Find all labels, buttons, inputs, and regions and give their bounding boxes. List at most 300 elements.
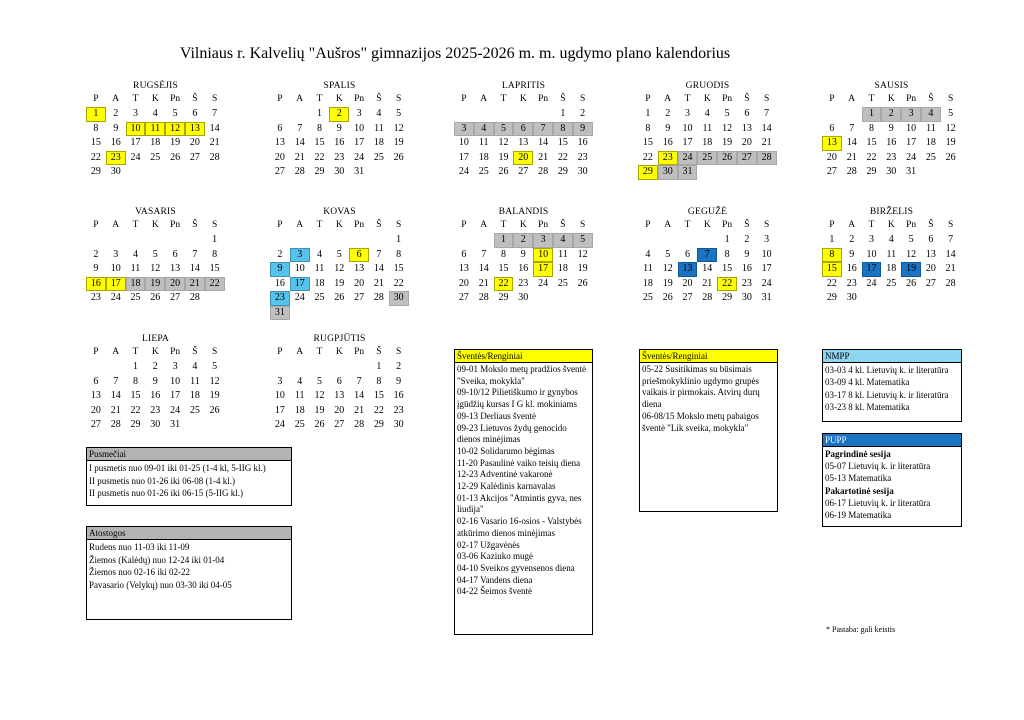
- day-cell: 13: [170, 263, 181, 274]
- day-cell-holiday: 27: [737, 151, 757, 166]
- day-cell-holiday: 30: [658, 165, 678, 180]
- day-cell-event: 13: [185, 122, 205, 137]
- day-cell-holiday: 24: [678, 151, 698, 166]
- empty-day-cell: [513, 107, 533, 122]
- day-cell: 18: [557, 263, 568, 274]
- weekday-label: Š: [744, 220, 750, 230]
- weekday-label: K: [335, 347, 343, 357]
- weekday-label: Š: [192, 94, 198, 104]
- weekday-header-row: [454, 92, 593, 106]
- month-name: RUGSĖJIS: [133, 81, 178, 91]
- term-item: II pusmetis nuo 01-26 iki 06-15 (5-IIG kl.): [89, 488, 243, 499]
- events-box-title: Šventės/Renginiai: [455, 350, 592, 363]
- weekday-label: Pn: [354, 94, 365, 104]
- event-item: 09-13 Derliaus šventė: [457, 410, 536, 421]
- day-cell: 6: [277, 122, 283, 134]
- week-row: [638, 165, 777, 180]
- day-cell: 12: [577, 248, 588, 260]
- day-cell: 7: [297, 122, 303, 134]
- empty-day-cell: [941, 291, 961, 306]
- week-row: [86, 418, 225, 433]
- weekday-label: A: [296, 347, 304, 357]
- month-name: BIRŽELIS: [869, 207, 914, 217]
- day-cell-nmpp-exam: 9: [270, 262, 290, 277]
- day-cell: 4: [297, 375, 303, 387]
- weekday-label: T: [500, 94, 507, 104]
- weekday-label: K: [703, 94, 711, 104]
- weekday-label: T: [316, 347, 323, 357]
- month-geguze: [638, 206, 777, 306]
- terms-list: [87, 461, 291, 500]
- day-cell: 20: [189, 137, 200, 148]
- day-cell-holiday: 3: [533, 233, 553, 248]
- day-cell: 9: [336, 122, 342, 134]
- day-cell: 5: [665, 248, 671, 260]
- day-cell: 14: [373, 263, 384, 274]
- day-cell: 17: [130, 137, 141, 148]
- weekday-label: P: [645, 94, 651, 104]
- day-cell: 18: [478, 151, 489, 163]
- weekday-label: K: [151, 220, 159, 230]
- nmpp-exam-item: 03-17 8 kl. Lietuvių k. ir literatūra: [825, 389, 949, 400]
- day-cell-event: 12: [165, 122, 185, 137]
- day-cell: 27: [354, 292, 365, 303]
- day-cell: 11: [643, 263, 653, 274]
- day-cell: 22: [642, 151, 653, 163]
- day-cell: 26: [150, 292, 161, 303]
- day-cell: 10: [866, 248, 877, 260]
- day-cell: 20: [741, 137, 752, 148]
- day-cell: 6: [744, 108, 750, 119]
- empty-day-cell: [205, 418, 225, 433]
- weekday-label: K: [519, 220, 527, 230]
- day-cell: 15: [209, 263, 220, 274]
- day-cell: 21: [538, 151, 549, 163]
- day-cell-event: 1: [86, 107, 106, 122]
- day-cell: 25: [189, 404, 200, 416]
- day-cell-event: 11: [145, 122, 165, 137]
- day-cell: 30: [334, 166, 345, 177]
- day-cell: 8: [212, 248, 218, 260]
- weekday-header-row: [86, 345, 225, 359]
- month-name: RUGPJŪTIS: [313, 334, 366, 344]
- day-cell: 13: [741, 122, 752, 134]
- weekday-label: A: [296, 220, 304, 230]
- weekday-label: S: [948, 220, 954, 230]
- empty-day-cell: [165, 165, 185, 180]
- day-cell: 25: [642, 292, 653, 303]
- event-item: 11-20 Pasaulinė vaiko teisių diena: [457, 457, 581, 468]
- weekday-header-row: [638, 218, 777, 232]
- week-row: [270, 291, 409, 306]
- day-cell: 5: [336, 248, 342, 260]
- day-cell: 15: [498, 263, 509, 274]
- day-cell: 16: [741, 263, 752, 274]
- day-cell-holiday: 2: [881, 107, 901, 122]
- event-item: 05-22 Susitikimas su būsimais priešmokyklinio ugdymo grupės vaikais ir pirmokais. Atvirų durų diena: [642, 364, 760, 410]
- empty-day-cell: [737, 165, 757, 180]
- day-cell: 24: [130, 151, 141, 163]
- empty-day-cell: [165, 233, 185, 248]
- day-cell-nmpp-exam: 3: [290, 248, 310, 263]
- day-cell-event: 17: [533, 262, 553, 277]
- weekday-label: A: [112, 94, 120, 104]
- week-row: [86, 404, 225, 419]
- week-row: [454, 248, 593, 263]
- day-cell: 24: [866, 277, 877, 289]
- day-cell: 5: [724, 108, 730, 119]
- event-item: 04-17 Vandens diena: [457, 574, 533, 585]
- event-item: 02-17 Užgavėnės: [457, 539, 520, 550]
- day-cell: 11: [702, 122, 713, 134]
- weekday-label: T: [684, 94, 691, 104]
- month-rugpjutis: [270, 333, 409, 433]
- pupp-box: [822, 433, 962, 527]
- week-row: [270, 233, 409, 248]
- day-cell: 1: [132, 361, 138, 372]
- weekday-label: P: [93, 94, 99, 104]
- events-box-title: Šventės/Renginiai: [640, 350, 777, 363]
- week-row: [822, 233, 961, 248]
- day-cell: 14: [538, 137, 549, 148]
- day-cell: 22: [393, 277, 404, 289]
- day-cell: 5: [908, 234, 914, 245]
- day-cell-event: 8: [822, 248, 842, 263]
- day-cell: 28: [209, 151, 220, 163]
- day-cell: 22: [130, 404, 141, 416]
- empty-day-cell: [310, 233, 330, 248]
- day-cell-holiday: 18: [126, 277, 146, 292]
- weekday-label: Š: [192, 220, 198, 230]
- weekday-header-row: [454, 218, 593, 232]
- week-row: [86, 375, 225, 390]
- empty-day-cell: [185, 165, 205, 180]
- day-cell: 18: [150, 137, 161, 148]
- day-cell: 13: [274, 137, 285, 148]
- day-cell: 14: [478, 263, 489, 274]
- day-cell-holiday: 20: [165, 277, 185, 292]
- day-cell: 12: [906, 248, 917, 260]
- week-row: [270, 404, 409, 419]
- day-cell: 27: [189, 151, 200, 163]
- day-cell: 9: [744, 248, 750, 260]
- day-cell: 27: [518, 166, 529, 177]
- day-cell: 5: [316, 375, 322, 387]
- weekday-label: S: [948, 94, 954, 104]
- nmpp-list: [823, 363, 961, 414]
- empty-day-cell: [205, 291, 225, 306]
- empty-day-cell: [389, 306, 409, 321]
- day-cell: 29: [373, 419, 384, 430]
- day-cell: 19: [170, 137, 181, 148]
- week-row: [822, 277, 961, 292]
- event-item: 09-01 Mokslo metų pradžios šventė "Sveika, mokykla": [457, 364, 586, 386]
- weekday-label: Š: [376, 220, 382, 230]
- month-name: KOVAS: [323, 207, 356, 217]
- day-cell: 16: [110, 137, 121, 148]
- day-cell: 23: [741, 277, 752, 289]
- day-cell: 25: [150, 151, 161, 163]
- day-cell: 7: [192, 248, 198, 260]
- day-cell: 21: [945, 263, 956, 274]
- day-cell: 28: [189, 292, 200, 303]
- day-cell: 31: [906, 166, 917, 177]
- day-cell: 1: [396, 234, 402, 245]
- week-row: [270, 136, 409, 151]
- day-cell: 23: [846, 277, 857, 289]
- weekday-label: Pn: [538, 220, 549, 230]
- empty-day-cell: [533, 107, 553, 122]
- day-cell: 26: [577, 277, 588, 289]
- day-cell: 29: [90, 166, 101, 177]
- day-cell-holiday: 26: [717, 151, 737, 166]
- day-cell: 24: [538, 277, 549, 289]
- empty-day-cell: [638, 233, 658, 248]
- week-row: [86, 151, 225, 166]
- week-row: [270, 165, 409, 180]
- day-cell: 25: [314, 292, 325, 303]
- nmpp-exam-item: 03-09 4 kl. Matematika: [825, 377, 910, 388]
- day-cell: 30: [518, 292, 529, 303]
- day-cell: 27: [826, 166, 837, 177]
- week-row: [454, 107, 593, 122]
- day-cell: 19: [393, 137, 404, 148]
- pupp-exam-item: 06-19 Matematika: [825, 510, 892, 521]
- day-cell: 14: [702, 263, 713, 274]
- weekday-label: K: [151, 347, 159, 357]
- weekday-label: Pn: [722, 94, 733, 104]
- day-cell: 9: [888, 122, 894, 134]
- month-birzelis: [822, 206, 961, 306]
- day-cell: 1: [560, 108, 566, 119]
- day-cell: 25: [130, 292, 141, 303]
- day-cell: 21: [761, 137, 772, 148]
- day-cell: 2: [665, 108, 671, 119]
- empty-day-cell: [349, 233, 369, 248]
- day-cell: 3: [172, 361, 178, 372]
- empty-day-cell: [454, 233, 474, 248]
- weekday-label: Š: [928, 220, 934, 230]
- weekday-label: K: [335, 94, 343, 104]
- empty-day-cell: [185, 418, 205, 433]
- empty-day-cell: [310, 360, 330, 375]
- weekday-label: K: [519, 94, 527, 104]
- day-cell: 11: [130, 263, 141, 274]
- day-cell: 27: [90, 419, 101, 430]
- day-cell-event: 22: [494, 277, 514, 292]
- event-item: 04-10 Sveikos gyvensenos diena: [457, 562, 575, 573]
- day-cell: 16: [518, 263, 529, 274]
- day-cell-event: 10: [533, 248, 553, 263]
- day-cell: 4: [704, 108, 710, 119]
- day-cell: 3: [684, 108, 690, 119]
- day-cell: 17: [906, 137, 917, 148]
- day-cell-holiday: 31: [270, 306, 290, 321]
- weekday-header-row: [270, 92, 409, 106]
- week-row: [270, 151, 409, 166]
- day-cell: 26: [170, 151, 181, 163]
- day-cell: 17: [170, 390, 181, 401]
- weekday-label: Pn: [722, 220, 733, 230]
- weekday-label: A: [664, 220, 672, 230]
- empty-day-cell: [757, 165, 777, 180]
- week-row: [638, 291, 777, 306]
- day-cell: 10: [110, 263, 121, 274]
- week-row: [822, 248, 961, 263]
- event-item: 09-23 Lietuvos žydų genocido dienos minėjimas: [457, 422, 567, 445]
- day-cell-event: 16: [86, 277, 106, 292]
- day-cell: 4: [645, 248, 651, 260]
- day-cell: 20: [354, 277, 365, 289]
- month-name: VASARIS: [135, 207, 176, 217]
- day-cell: 27: [458, 292, 469, 303]
- weekday-label: Pn: [170, 94, 181, 104]
- day-cell: 5: [396, 108, 402, 119]
- pupp-session-list: [825, 460, 959, 484]
- weekday-label: S: [764, 220, 770, 230]
- weekday-label: K: [887, 220, 895, 230]
- day-cell: 28: [538, 166, 549, 177]
- day-cell: 9: [93, 263, 99, 274]
- week-row: [270, 418, 409, 433]
- weekday-label: S: [396, 220, 402, 230]
- day-cell: 28: [110, 419, 121, 430]
- weekday-label: T: [316, 94, 323, 104]
- empty-day-cell: [270, 233, 290, 248]
- week-row: [454, 262, 593, 277]
- pupp-sessions: [823, 447, 961, 521]
- day-cell-holiday: 1: [862, 107, 882, 122]
- day-cell-event: 17: [106, 277, 126, 292]
- day-cell: 30: [110, 166, 121, 177]
- weekday-header-row: [822, 92, 961, 106]
- month-name: LIEPA: [141, 334, 170, 344]
- pupp-exam-item: 05-13 Matematika: [825, 473, 892, 484]
- empty-day-cell: [697, 233, 717, 248]
- day-cell: 30: [886, 166, 897, 177]
- day-cell: 14: [945, 248, 956, 260]
- day-cell: 31: [761, 292, 772, 303]
- empty-day-cell: [573, 291, 593, 306]
- day-cell: 20: [682, 277, 693, 289]
- pupp-exam-item: 06-17 Lietuvių k. ir literatūra: [825, 497, 931, 508]
- day-cell: 28: [478, 292, 489, 303]
- event-item: 03-06 Kaziuko mugė: [457, 551, 533, 562]
- day-cell-event: 2: [329, 107, 349, 122]
- day-cell: 23: [90, 292, 101, 303]
- day-cell: 21: [702, 277, 713, 289]
- weekday-label: P: [277, 347, 283, 357]
- day-cell: 5: [172, 108, 178, 119]
- day-cell-event: 23: [658, 151, 678, 166]
- empty-day-cell: [329, 360, 349, 375]
- day-cell: 15: [130, 390, 141, 401]
- day-cell: 1: [645, 108, 651, 119]
- day-cell-event: 22: [717, 277, 737, 292]
- empty-day-cell: [553, 291, 573, 306]
- weekday-label: P: [645, 220, 651, 230]
- day-cell: 28: [354, 419, 365, 430]
- day-cell: 1: [316, 108, 322, 119]
- day-cell-holiday: 2: [513, 233, 533, 248]
- day-cell: 9: [152, 375, 158, 387]
- day-cell-event: 10: [126, 122, 146, 137]
- weekday-label: T: [132, 220, 139, 230]
- event-item: 06-08/15 Mokslo metų pabaigos šventė "Lik sveika, mokykla": [642, 410, 759, 433]
- events-list: [455, 363, 592, 598]
- day-cell: 31: [170, 419, 181, 430]
- day-cell: 10: [274, 390, 285, 401]
- week-row: [454, 233, 593, 248]
- weekday-label: S: [580, 94, 586, 104]
- day-cell: 18: [886, 263, 897, 274]
- day-cell: 13: [334, 390, 345, 401]
- week-row: [822, 291, 961, 306]
- day-cell: 9: [520, 248, 526, 260]
- week-row: [86, 233, 225, 248]
- day-cell-holiday: 28: [757, 151, 777, 166]
- day-cell: 6: [172, 248, 178, 260]
- day-cell-holiday: 4: [474, 122, 494, 137]
- weekday-label: Š: [376, 347, 382, 357]
- footnote: * Pastaba: gali keistis: [826, 625, 896, 634]
- empty-day-cell: [86, 233, 106, 248]
- day-cell: 17: [274, 404, 285, 416]
- day-cell: 24: [906, 151, 917, 163]
- day-cell: 26: [334, 292, 345, 303]
- day-cell: 15: [557, 137, 568, 148]
- day-cell: 14: [294, 137, 305, 148]
- week-row: [270, 306, 409, 321]
- holidays-box: [86, 526, 292, 620]
- day-cell: 14: [846, 137, 857, 148]
- day-cell: 26: [209, 404, 220, 416]
- nmpp-exam-item: 03-23 8 kl. Matematika: [825, 402, 910, 413]
- day-cell: 2: [277, 248, 283, 260]
- week-row: [638, 233, 777, 248]
- weekday-header-row: [270, 218, 409, 232]
- day-cell: 29: [826, 292, 837, 303]
- day-cell-nmpp-exam: 17: [290, 277, 310, 292]
- month-rugsejis: [86, 80, 225, 180]
- weekday-header-row: [86, 218, 225, 232]
- holiday-item: Pavasario (Velykų) nuo 03-30 iki 04-05: [89, 580, 232, 591]
- day-cell: 28: [945, 277, 956, 289]
- event-item: 10-02 Solidarumo bėgimas: [457, 445, 555, 456]
- empty-day-cell: [290, 233, 310, 248]
- empty-day-cell: [86, 360, 106, 375]
- empty-day-cell: [126, 233, 146, 248]
- week-row: [270, 107, 409, 122]
- weekday-label: Š: [744, 94, 750, 104]
- day-cell: 26: [662, 292, 673, 303]
- day-cell: 29: [557, 166, 568, 177]
- week-row: [270, 122, 409, 137]
- day-cell: 15: [722, 263, 733, 274]
- day-cell: 9: [113, 122, 119, 134]
- empty-day-cell: [369, 306, 389, 321]
- day-cell: 8: [724, 248, 730, 260]
- empty-day-cell: [474, 107, 494, 122]
- week-row: [270, 375, 409, 390]
- day-cell: 28: [702, 292, 713, 303]
- day-cell: 31: [354, 166, 365, 177]
- holiday-item: Žiemos nuo 02-16 iki 02-22: [89, 567, 190, 578]
- empty-day-cell: [369, 233, 389, 248]
- pupp-session-title: Pagrindinė sesija: [825, 449, 891, 459]
- weekday-label: P: [461, 220, 467, 230]
- day-cell: 29: [866, 166, 877, 177]
